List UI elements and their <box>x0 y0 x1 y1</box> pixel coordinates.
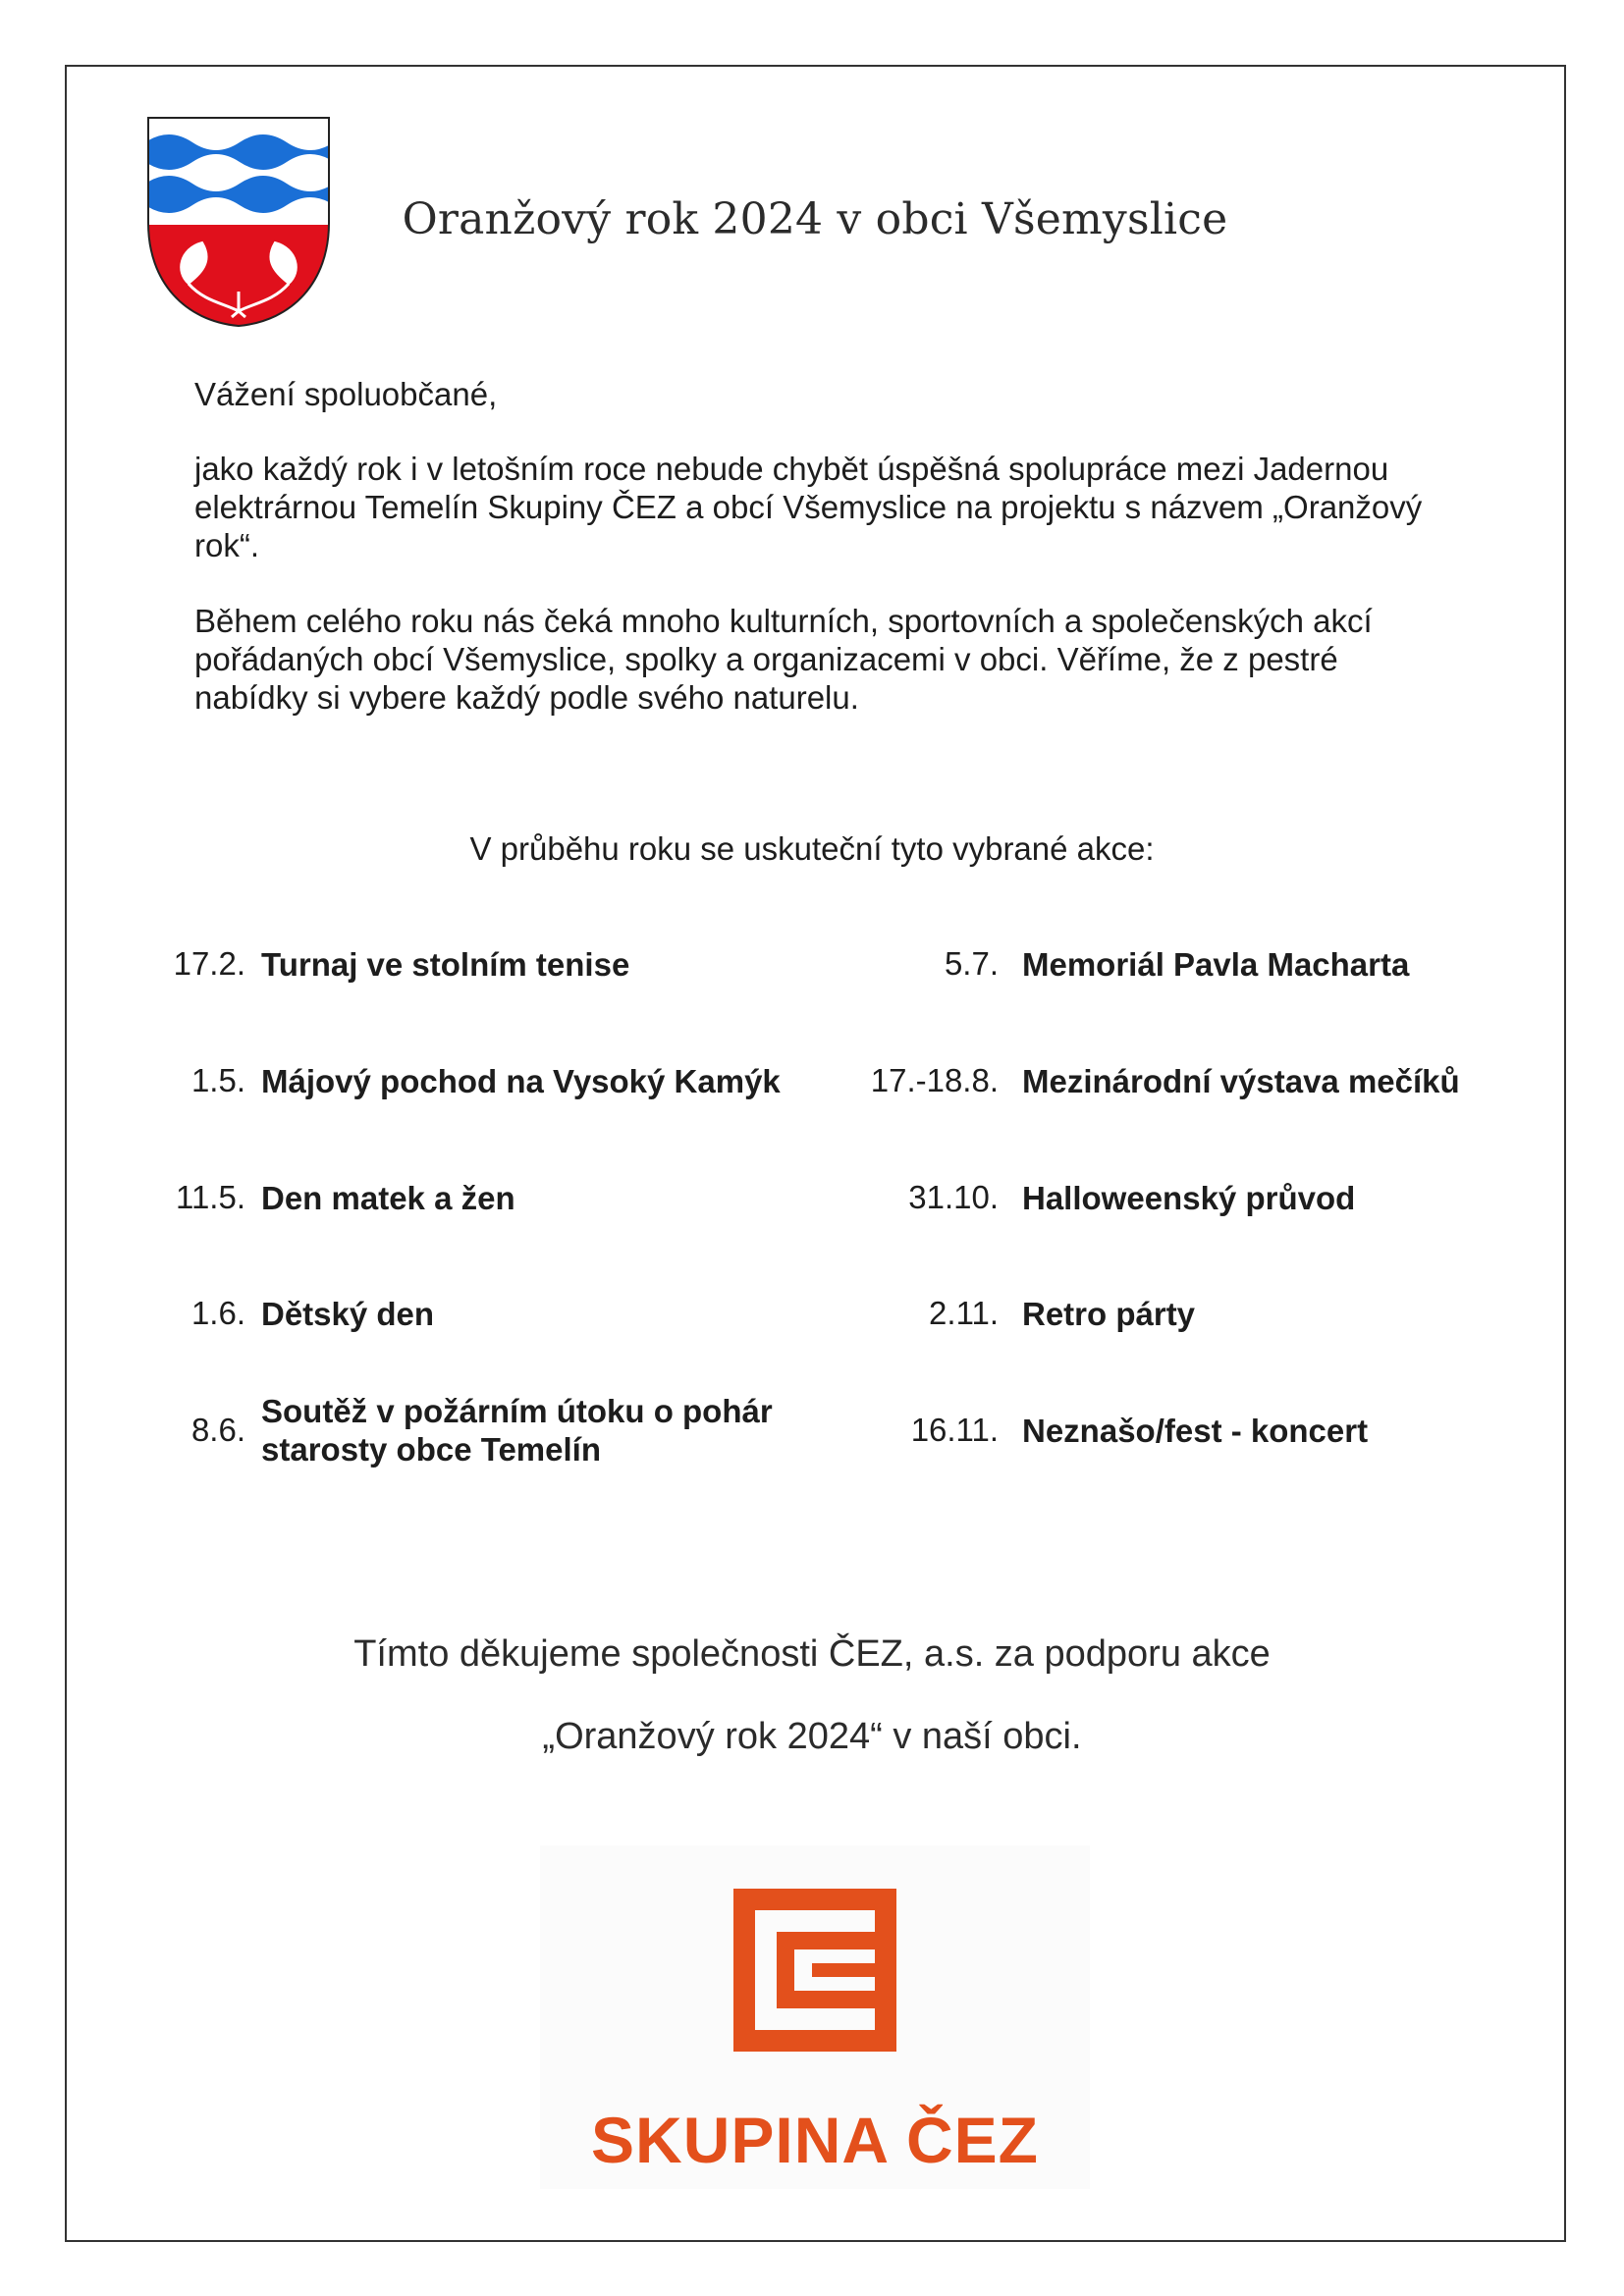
event-name: Neznašo/fest - koncert <box>1022 1412 1369 1449</box>
event-name: Turnaj ve stolním tenise <box>261 945 630 983</box>
event-name: Soutěž v požárním útoku o pohár starosty obce Temelín <box>261 1393 773 1468</box>
event-date: 8.6. <box>190 1412 245 1448</box>
event-date: 16.11. <box>910 1412 999 1448</box>
event-date: 1.6. <box>190 1295 245 1331</box>
event-date: 1.5. <box>190 1062 245 1098</box>
event-item <box>0 1274 1533 1353</box>
intro-paragraph: jako každý rok i v letošním roce nebude chybět úspěšná spolupráce mezi Jadernou elektrárnou Temelín Skupiny ČEZ a obcí Všemyslice na projektu s názvem „Oranžový rok“. <box>194 451 1423 563</box>
event-item <box>0 1158 1533 1237</box>
page-title: Oranžový rok 2024 v obci Všemyslice <box>402 194 1228 244</box>
event-name: Den matek a žen <box>261 1179 515 1216</box>
events-paragraph: Během celého roku nás čeká mnoho kulturních, sportovních a společenských akcí pořádaných obcí Všemyslice, spolky a organizacemi v obci. Věříme, že z pestré nabídky si vybere každý podle svého naturelu. <box>194 603 1373 716</box>
event-name: Halloweenský průvod <box>1022 1179 1356 1216</box>
event-date: 5.7. <box>944 945 999 982</box>
cez-logo-text: SKUPINA ČEZ <box>591 2104 1039 2176</box>
event-name: Memoriál Pavla Macharta <box>1022 945 1410 983</box>
event-date: 11.5. <box>176 1179 245 1215</box>
event-item <box>0 1041 1533 1120</box>
greeting: Vážení spoluobčané, <box>194 376 498 412</box>
thanks-line-1: Tímto děkujeme společnosti ČEZ, a.s. za podporu akce <box>353 1633 1271 1675</box>
thanks-line-2: „Oranžový rok 2024“ v naší obci. <box>542 1716 1082 1757</box>
event-name: Retro párty <box>1022 1295 1196 1332</box>
cez-logo-mark-icon <box>733 1889 896 2052</box>
event-item <box>0 1391 1533 1469</box>
event-date: 31.10. <box>908 1179 999 1215</box>
event-date: 17.-18.8. <box>870 1062 999 1098</box>
event-name: Mezinárodní výstava mečíků <box>1022 1062 1460 1099</box>
cez-logo <box>540 1845 1090 2189</box>
event-date: 17.2. <box>173 945 245 982</box>
coat-of-arms-icon <box>145 115 332 329</box>
event-item <box>0 925 1533 1003</box>
event-name: Májový pochod na Vysoký Kamýk <box>261 1062 781 1099</box>
events-heading: V průběhu roku se uskuteční tyto vybrané akce: <box>469 830 1155 867</box>
event-name: Dětský den <box>261 1295 435 1332</box>
event-date: 2.11. <box>929 1295 999 1331</box>
